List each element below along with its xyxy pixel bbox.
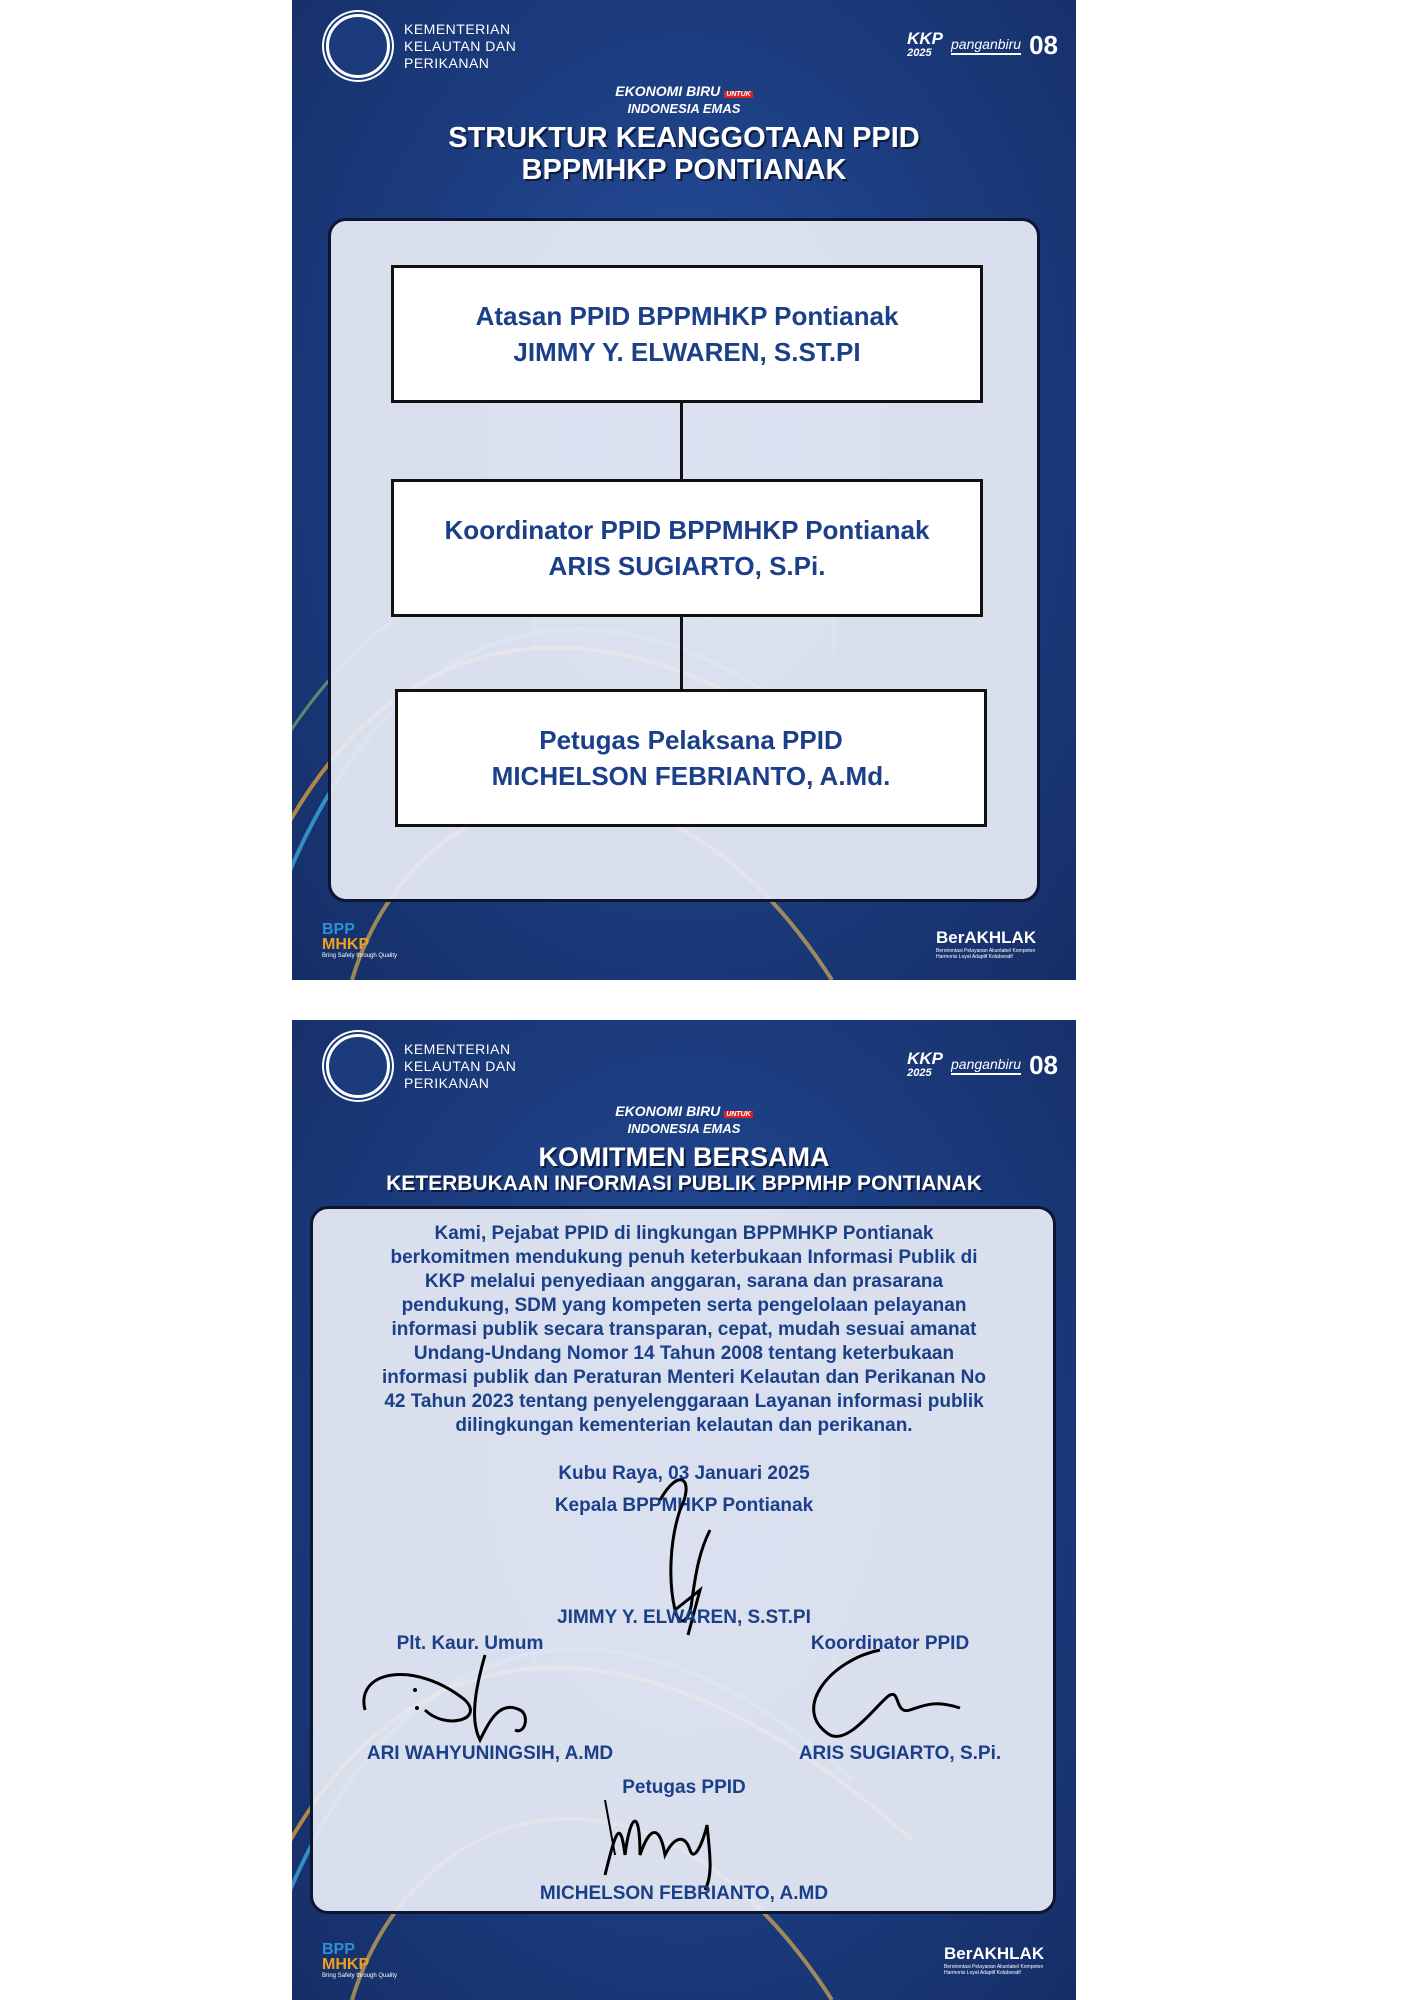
berakhlak-logo xyxy=(936,928,1056,960)
asta-cita-08-logo: 08 xyxy=(1029,1050,1058,1080)
ekonomi-line1: EKONOMI BIRU xyxy=(615,1103,721,1119)
head-name: JIMMY Y. ELWAREN, S.ST.PI xyxy=(557,1607,811,1628)
panganbiru-logo: panganbiru xyxy=(951,1056,1021,1075)
place-date: Kubu Raya, 03 Januari 2025 xyxy=(558,1463,810,1484)
paragraph-line: informasi publik dan Peraturan Menteri Kelautan dan Perikanan No xyxy=(382,1367,986,1388)
bpp-tagline: Bring Safety through Quality xyxy=(322,1973,398,1979)
berakhlak-text: BerAKHLAK xyxy=(944,1944,1045,1963)
org-box-koordinator xyxy=(391,479,983,617)
poster-struktur xyxy=(292,0,1076,980)
paragraph-line: Kami, Pejabat PPID di lingkungan BPPMHKP Pontianak xyxy=(434,1223,934,1244)
head-title: Kepala BPPMHKP Pontianak xyxy=(554,1495,814,1516)
org-role: Petugas Pelaksana PPID xyxy=(539,725,843,755)
bpp-line1: BPP xyxy=(322,1941,355,1958)
garuda-emblem-icon xyxy=(322,10,394,82)
paragraph-line: Undang-Undang Nomor 14 Tahun 2008 tentang keterbukaan xyxy=(413,1343,955,1364)
bottom-name: MICHELSON FEBRIANTO, A.MD xyxy=(539,1883,829,1904)
left-title: Plt. Kaur. Umum xyxy=(396,1633,544,1654)
bpp-line1: BPP xyxy=(322,921,355,938)
ekonomi-biru-logo xyxy=(292,84,1076,116)
bpp-line2: MHKP xyxy=(322,936,370,953)
org-role: Koordinator PPID BPPMHKP Pontianak xyxy=(444,515,930,545)
ministry-line: PERIKANAN xyxy=(404,54,490,71)
org-chart-panel xyxy=(328,218,1040,902)
ekonomi-untuk: UNTUK xyxy=(726,1111,751,1118)
ministry-name xyxy=(404,21,516,72)
page-title xyxy=(292,122,1076,186)
kkp-logo xyxy=(322,10,516,82)
org-box-petugas xyxy=(395,689,987,827)
garuda-emblem-icon xyxy=(322,1030,394,1102)
title-line2: KETERBUKAAN INFORMASI PUBLIK BPPMHP PONTIANAK xyxy=(386,1172,982,1195)
kkp-logo xyxy=(322,1030,516,1102)
paragraph-line: KKP melalui penyediaan anggaran, sarana dan prasarana xyxy=(424,1271,944,1292)
kkp-2025-logo xyxy=(907,1048,944,1081)
kkp-year: 2025 xyxy=(907,46,932,59)
title-line1: KOMITMEN BERSAMA xyxy=(538,1142,830,1172)
bottom-title: Petugas PPID xyxy=(622,1777,746,1798)
paragraph-line: 42 Tahun 2023 tentang penyelenggaraan Layanan informasi publik xyxy=(384,1391,984,1412)
berakhlak-text: BerAKHLAK xyxy=(936,928,1037,947)
paragraph-line: pendukung, SDM yang kompeten serta pengelolaan pelayanan xyxy=(401,1295,967,1316)
bppmhkp-logo xyxy=(322,1942,397,1980)
panganbiru-logo: panganbiru xyxy=(951,36,1021,55)
ministry-line: KEMENTERIAN xyxy=(404,1040,511,1057)
paragraph-line: dilingkungan kementerian kelautan dan perikanan. xyxy=(455,1415,913,1436)
signature-right xyxy=(790,1640,980,1750)
org-role: Atasan PPID BPPMHKP Pontianak xyxy=(475,301,899,331)
kkp-mark: KKP xyxy=(907,28,944,48)
right-title: Koordinator PPID xyxy=(810,1633,970,1654)
ministry-line: KELAUTAN DAN xyxy=(404,37,517,54)
ministry-line: KEMENTERIAN xyxy=(404,20,511,37)
kkp-2025-logo xyxy=(907,28,944,61)
org-person-name: JIMMY Y. ELWAREN, S.ST.PI xyxy=(513,337,861,367)
berakhlak-subtext: Berorientasi Pelayanan Akuntabel Kompeten Harmonis Loyal Adaptif Kolaboratif xyxy=(944,1964,1044,1976)
berakhlak-subtext: Berorientasi Pelayanan Akuntabel Kompeten Harmonis Loyal Adaptif Kolaboratif xyxy=(936,948,1036,960)
brand-logos xyxy=(907,1050,1058,1081)
commitment-paragraph xyxy=(312,1222,1056,1438)
paragraph-line: informasi publik secara transparan, cepat, mudah sesuai amanat xyxy=(391,1319,977,1340)
signature-bottom xyxy=(595,1795,735,1895)
org-box-atasan xyxy=(391,265,983,403)
ekonomi-line2: INDONESIA EMAS xyxy=(627,1121,741,1136)
org-person-name: ARIS SUGIARTO, S.Pi. xyxy=(548,551,826,581)
org-person-name: MICHELSON FEBRIANTO, A.Md. xyxy=(491,761,891,791)
right-name: ARIS SUGIARTO, S.Pi. xyxy=(798,1743,1002,1764)
title-line1: STRUKTUR KEANGGOTAAN PPID xyxy=(448,122,920,154)
asta-cita-08-logo: 08 xyxy=(1029,30,1058,60)
ekonomi-biru-logo xyxy=(292,1104,1076,1136)
paragraph-line: berkomitmen mendukung penuh keterbukaan Informasi Publik di xyxy=(390,1247,978,1268)
bpp-line2: MHKP xyxy=(322,1956,370,1973)
page-title xyxy=(292,1142,1076,1196)
signature-left xyxy=(355,1650,555,1750)
berakhlak-logo xyxy=(944,1944,1394,1980)
ministry-line: KELAUTAN DAN xyxy=(404,1057,517,1074)
ekonomi-untuk: UNTUK xyxy=(726,91,751,98)
ministry-name xyxy=(404,1041,516,1092)
ekonomi-line1: EKONOMI BIRU xyxy=(615,83,721,99)
title-line2: BPPMHKP PONTIANAK xyxy=(521,154,847,186)
ekonomi-line2: INDONESIA EMAS xyxy=(627,101,741,116)
bppmhkp-logo xyxy=(322,922,397,960)
kkp-mark: KKP xyxy=(907,1048,944,1068)
bpp-tagline: Bring Safety through Quality xyxy=(322,953,398,959)
ministry-line: PERIKANAN xyxy=(404,1074,490,1091)
left-name: ARI WAHYUNINGSIH, A.MD xyxy=(366,1743,614,1764)
brand-logos xyxy=(907,30,1058,61)
kkp-year: 2025 xyxy=(907,1066,932,1079)
